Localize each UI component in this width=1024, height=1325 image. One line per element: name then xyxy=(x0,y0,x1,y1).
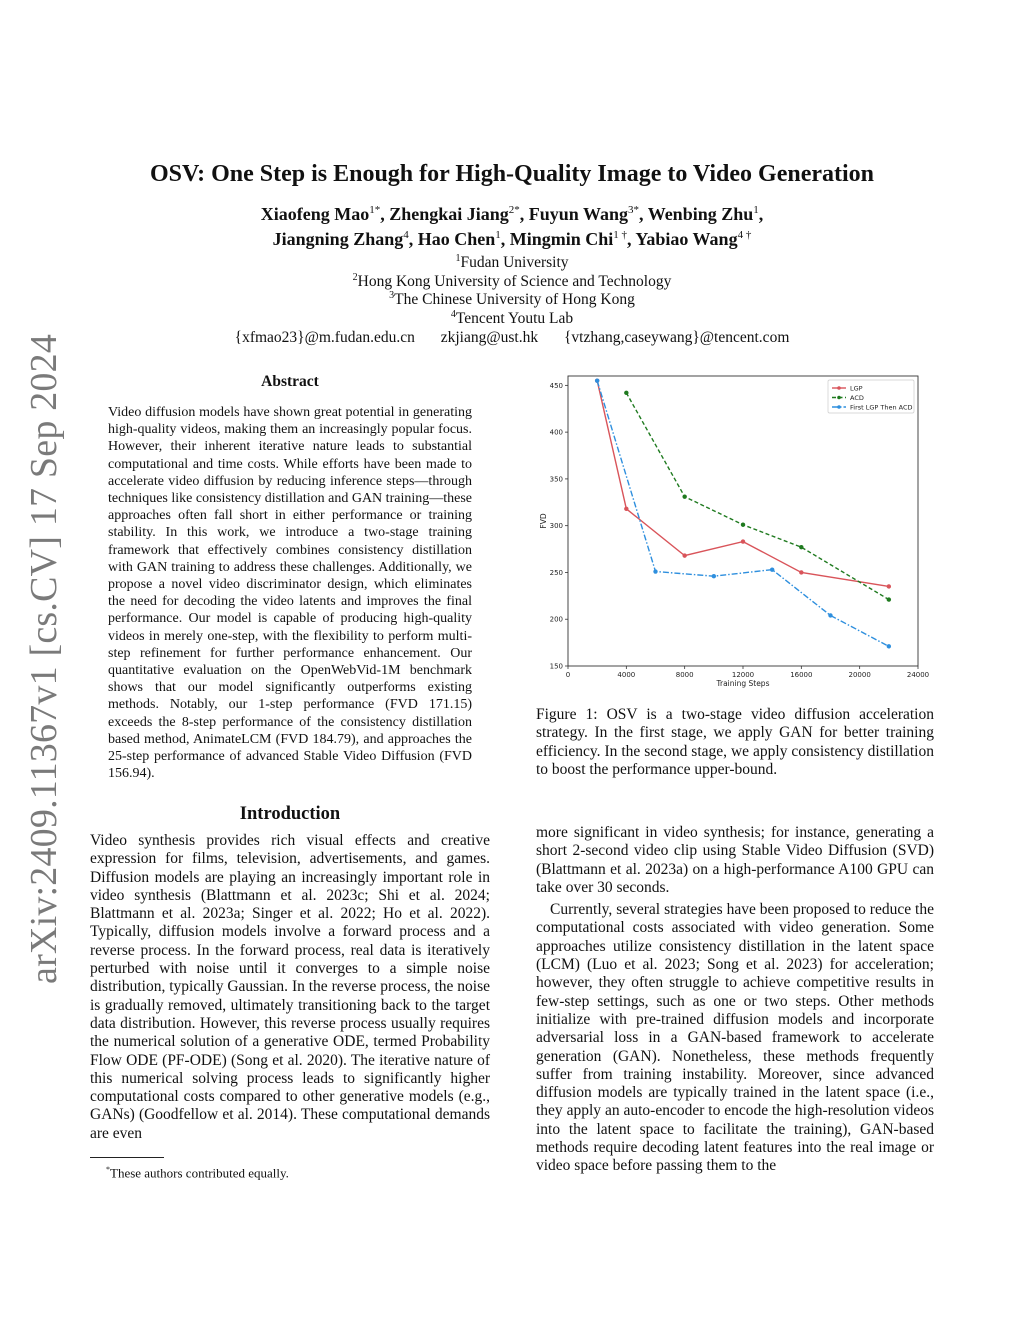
x-tick-label: 12000 xyxy=(731,671,755,679)
affiliation xyxy=(90,310,934,329)
author-separator: , xyxy=(408,229,418,249)
data-point xyxy=(887,644,891,648)
data-point xyxy=(624,391,628,395)
legend-marker xyxy=(837,386,841,390)
y-tick-label: 350 xyxy=(549,475,563,484)
author-affiliation-mark: 1 xyxy=(495,229,501,241)
email-1: {xfmao23}@m.fudan.edu.cn xyxy=(234,329,415,346)
paper-title: OSV: One Step is Enough for High-Quality Image to Video Generation xyxy=(149,161,875,187)
author-list xyxy=(90,202,934,252)
x-tick-label: 0 xyxy=(565,671,571,679)
data-point xyxy=(712,574,716,578)
data-point xyxy=(595,378,599,382)
affiliation-block xyxy=(90,254,934,348)
affiliation-name: Fudan University xyxy=(460,254,569,271)
data-point xyxy=(653,569,657,573)
author-affiliation-mark: 2* xyxy=(508,204,520,216)
y-tick-label: 200 xyxy=(549,615,563,624)
paragraph: Currently, several strategies have been proposed to reduce the computational costs associated with video generation. Some approaches utilize consistency distillation in the latent space (LCM) (Luo et al. 2023; Song et al. 2023) for acceleration; however, they often struggle to achieve competitive results in few-step settings, such as one or two steps. Other methods initialize with pre-trained diffusion models and incorporate adversarial loss in a GAN-based framework to accelerate generation (GAN). Nonetheless, these methods frequently suffer from training instability. Moreover, since advanced diffusion models are typically trained in the latent space (i.e., they apply an auto-encoder to encode the high-resolution videos into the latent space to facilitate the training), GAN-based methods require decoding latent features into the real image or video space before passing them to the xyxy=(536,901,934,1175)
author-affiliation-mark: 4 xyxy=(403,229,409,241)
author-name: Mingmin Chi xyxy=(509,229,614,249)
plot-frame xyxy=(568,376,918,666)
legend-label: First LGP Then ACD xyxy=(850,403,913,412)
legend-label: ACD xyxy=(850,393,864,402)
affiliation-name: Tencent Youtu Lab xyxy=(455,309,574,327)
data-point xyxy=(799,570,803,574)
x-tick-label: 4000 xyxy=(617,671,636,679)
author-name: Fuyun Wang xyxy=(528,204,628,224)
arxiv-stamp: arXiv:2409.11367v1 [cs.CV] 17 Sep 2024 xyxy=(23,333,65,984)
figure-caption: Figure 1: OSV is a two-stage video diffusion acceleration strategy. In the first stage, we apply GAN for better training efficiency. In the second stage, we apply consistency distillation to boost the performance upper-bound. xyxy=(536,706,934,778)
data-point xyxy=(799,545,803,549)
x-axis-label: Training Steps xyxy=(716,679,770,688)
author-line-1 xyxy=(90,202,934,227)
fvd-line-chart xyxy=(536,364,934,692)
data-point xyxy=(887,597,891,601)
affiliation-mark: 4 xyxy=(450,308,456,320)
affiliation xyxy=(90,273,934,292)
legend-marker xyxy=(837,405,841,409)
y-tick-label: 250 xyxy=(549,568,563,577)
introduction-heading: Introduction xyxy=(239,804,341,824)
author-separator: , xyxy=(500,229,510,249)
author-name: Yabiao Wang xyxy=(635,229,738,249)
footnote-divider xyxy=(90,1157,164,1158)
author-separator: , xyxy=(639,204,648,224)
y-tick-label: 450 xyxy=(549,381,563,390)
author-line-2 xyxy=(90,227,934,252)
affiliation xyxy=(90,291,934,310)
affiliation-name: The Chinese University of Hong Kong xyxy=(394,291,635,308)
data-point xyxy=(741,539,745,543)
author-name: Xiaofeng Mao xyxy=(260,204,370,224)
data-point xyxy=(770,567,774,571)
email-line xyxy=(90,329,934,348)
author-affiliation-mark: 3* xyxy=(628,204,639,216)
y-tick-label: 300 xyxy=(549,522,563,531)
affiliation-mark: 1 xyxy=(455,252,461,264)
data-point xyxy=(624,507,628,511)
author-name: Hao Chen xyxy=(417,229,496,249)
series-line-first-lgp-then-acd xyxy=(597,381,889,647)
data-point xyxy=(828,613,832,617)
y-axis-label: FVD xyxy=(539,513,548,529)
footnote xyxy=(106,1162,486,1181)
introduction-text: Video synthesis provides rich visual effects and creative expression for films, television, advertisements, and games. Diffusion models are playing an increasingly important role in video synthesis (Blattmann et al. 2023c; Shi et al. 2024; Blattmann et al. 2023a; Singer et al. 2022; Ho et al. 2022). Typically, diffusion models involve a forward process and a reverse process. In the forward process, real data is iteratively perturbed with noise until it converges to a simple noise distribution, typically Gaussian. In the reverse process, the noise is gradually removed, ultimately transitioning back to the target data distribution. However, this reverse process usually requires the numerical solution of a generative ODE, termed Probability Flow ODE (PF-ODE) (Song et al. 2020). The iterative nature of this numerical solving process leads to significantly higher computational costs compared to other generative models (e.g., GANs) (Goodfellow et al. 2014). These computational demands are even xyxy=(90,832,490,1142)
footnote-mark: * xyxy=(106,1165,110,1174)
x-tick-label: 24000 xyxy=(906,671,930,679)
author-separator: , xyxy=(758,204,764,224)
author-affiliation-mark: 1* xyxy=(369,204,381,216)
author-name: Wenbing Zhu xyxy=(647,204,754,224)
legend-label: LGP xyxy=(850,384,863,393)
author-separator: , xyxy=(627,229,636,249)
data-point xyxy=(682,553,686,557)
author-name: Zhengkai Jiang xyxy=(389,204,509,224)
affiliation-name: Hong Kong University of Science and Technology xyxy=(357,272,672,290)
email-2: zkjiang@ust.hk xyxy=(440,329,539,346)
author-affiliation-mark: 1 xyxy=(753,204,759,216)
data-point xyxy=(741,523,745,527)
y-tick-label: 400 xyxy=(549,428,563,437)
affiliation-mark: 3 xyxy=(389,289,395,301)
author-affiliation-mark: 1 † xyxy=(613,229,628,241)
author-name: Jiangning Zhang xyxy=(272,229,404,249)
affiliation-mark: 2 xyxy=(352,271,358,283)
abstract-heading: Abstract xyxy=(261,373,319,390)
series-line-acd xyxy=(626,393,889,600)
affiliation-list xyxy=(90,254,934,328)
x-tick-label: 8000 xyxy=(675,671,694,679)
right-column-text xyxy=(536,824,934,1176)
footnote-text: These authors contributed equally. xyxy=(110,1165,289,1181)
email-3: {vtzhang,caseywang}@tencent.com xyxy=(563,329,790,346)
author-separator: , xyxy=(519,204,529,224)
x-tick-label: 16000 xyxy=(790,671,813,679)
author-separator: , xyxy=(380,204,390,224)
x-tick-label: 20000 xyxy=(848,671,871,679)
abstract-text: Video diffusion models have shown great potential in generating high-quality videos, making them an increasingly popular focus. However, their inherent iterative nature leads to substantial computational and time costs. While efforts have been made to accelerate video diffusion by reducing inference steps—through techniques like consistency distillation and GAN training—these approaches often fall short in either performance or training stability. In this work, we introduce a two-stage training framework that effectively combines consistency distillation with GAN training to address these challenges. Additionally, we propose a novel video discriminator design, which eliminates the need for decoding the video latents and improves the final performance. Our model is capable of producing high-quality videos in merely one-step, with the flexibility to perform multi-step refinement for further performance enhancement. Our quantitative evaluation on the OpenWebVid-1M benchmark shows that our model significantly outperforms existing methods. Notably, our 1-step performance (FVD 171.15) exceeds the 8-step performance of the consistency distillation based method, AnimateLCM (FVD 184.79), and approaches the 25-step performance of advanced Stable Video Diffusion (FVD 156.94). xyxy=(108,405,472,782)
data-point xyxy=(682,494,686,498)
y-tick-label: 150 xyxy=(549,662,563,671)
legend-marker xyxy=(837,396,841,400)
author-affiliation-mark: 4 † xyxy=(737,229,752,241)
affiliation xyxy=(90,254,934,273)
data-point xyxy=(887,584,891,588)
paragraph: more significant in video synthesis; for instance, generating a short 2-second video clip using Stable Video Diffusion (SVD) (Blattmann et al. 2023a) on a high-performance A100 GPU can take over 30 seconds. xyxy=(536,824,934,896)
